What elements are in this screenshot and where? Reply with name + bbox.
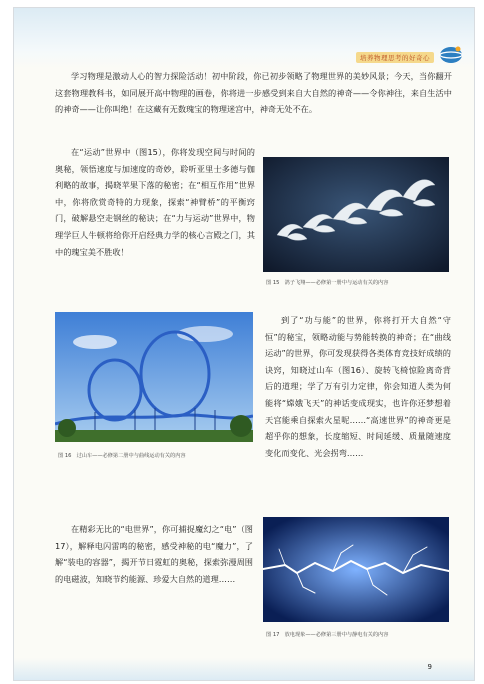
book-page [13, 7, 475, 681]
doves-illustration [263, 157, 449, 272]
roller-coaster-illustration [55, 312, 253, 442]
lightning-illustration [263, 517, 449, 622]
motion-paragraph: 在“运动”世界中（图15），你将发现空间与时间的奥秘，领悟速度与加速度的奇妙，聆听亚里士多德与伽利略的故事，揭晓苹果下落的秘密；在“相互作用”世界中，你将欣赏奇特的力现象，探索“神臂桥”的平衡窍门，破解悬空走钢丝的秘诀；在“力与运动”世界中，物理学巨人牛顿将给你开启经典力学的核心言殿之门，其中的瑰宝美不胜收！ [55, 147, 255, 257]
electricity-paragraph: 在精彩无比的“电世界”，你可捕捉魔幻之“电”（图17），解释电闪雷鸣的秘密，感受神秘的电“魔力”，了解“装电的容器”，揭开节日霓虹的奥秘，探索弥漫周围的电磁波，知晓节约能源、珍爱大自然的道理…… [55, 524, 253, 584]
publisher-logo-icon [438, 43, 464, 65]
figure-17-electric-discharge [263, 517, 449, 622]
footer-band [14, 658, 474, 680]
intro-paragraph: 学习物理是激动人心的智力探险活动！初中阶段，你已初步领略了物理世界的美妙风景；今天，当你翻开这套物理教科书，如同展开高中物理的画卷，你将进一步感受到来自大自然的神奇——令你神往，来自生活中的神奇——让你叫绝！在这藏有无数瑰宝的物理迷宫中，神奇无处不在。 [55, 71, 452, 115]
figure-15-caption: 图 15 鸽子飞翔——必修第一册中与运动有关的内容 [266, 280, 389, 286]
figure-15-doves [263, 157, 449, 272]
energy-paragraph: 到了“功与能”的世界，你将打开大自然“守恒”的秘宝，领略动能与势能转换的神奇；在“曲线运动”的世界，你可发现获得各类体育竞技好成绩的诀窍，知晓过山车（图16）、旋转飞椅惊险离奇背后的道理；学了万有引力定律，你会知道人类为何能将“嫦娥飞天”的神话变成现实，也许你还梦想着天宫能乘自探索火星呢……“高速世界”的神奇更是超乎你的想象，长度缩短、时间延缓、质量随速度变化而变化、光会拐弯…… [265, 315, 451, 458]
page-number: 9 [427, 663, 432, 671]
figure-16-caption: 图 16 过山车——必修第二册中与曲线运动有关的内容 [58, 453, 186, 459]
figure-17-caption: 图 17 放电现象——必修第三册中与静电有关的内容 [266, 632, 389, 638]
figure-16-roller-coaster [55, 312, 253, 442]
running-title: 培养物理思考的好奇心 [356, 52, 434, 63]
